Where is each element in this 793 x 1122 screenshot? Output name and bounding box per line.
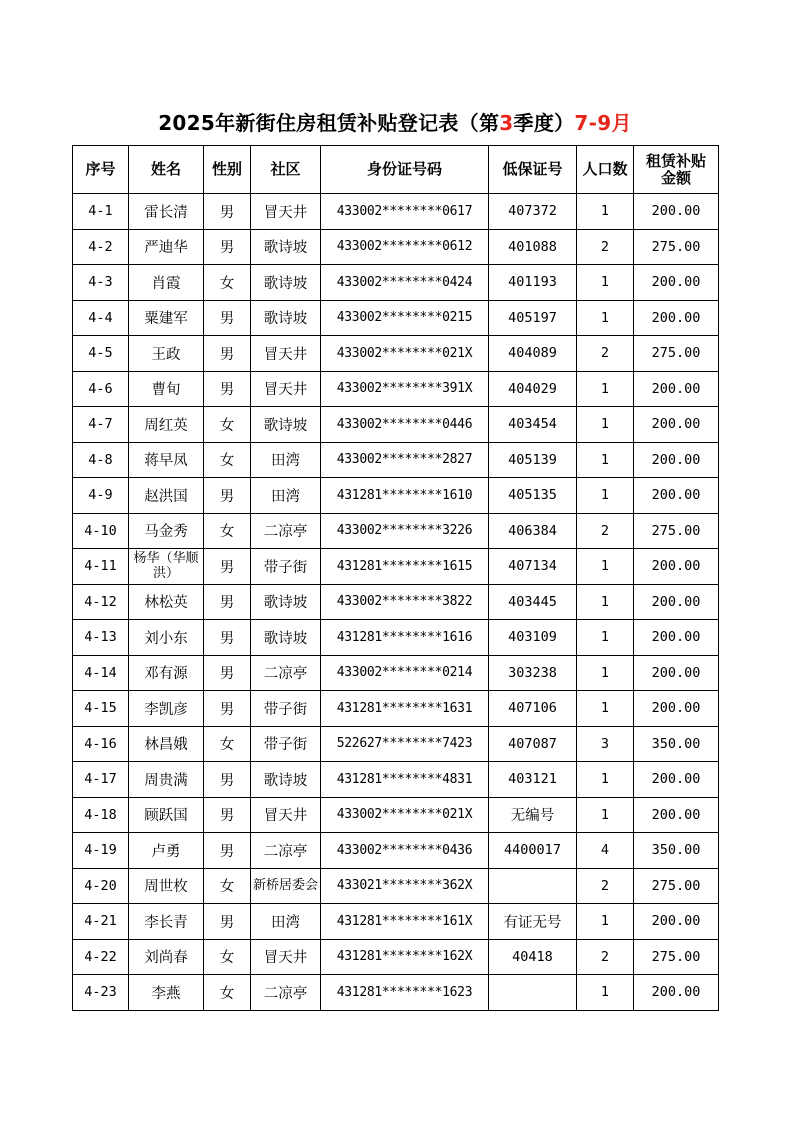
cell-id-number: 433002********021X <box>321 797 489 833</box>
cell-cert-number: 403109 <box>489 620 577 656</box>
cell-amount: 200.00 <box>634 265 719 301</box>
table-row <box>73 833 719 869</box>
cell-cert-number: 有证无号 <box>489 904 577 940</box>
cell-no: 4-12 <box>73 584 129 620</box>
cell-cert-number: 40418 <box>489 939 577 975</box>
table-row <box>73 194 719 230</box>
title-prefix: 2025年新街住房租赁补贴登记表（第 <box>158 111 500 135</box>
cell-community: 二凉亭 <box>251 975 321 1011</box>
table-row <box>73 584 719 620</box>
cell-name: 邓有源 <box>129 655 204 691</box>
cell-cert-number: 403454 <box>489 407 577 443</box>
cell-id-number: 433002********0436 <box>321 833 489 869</box>
cell-population: 3 <box>577 726 634 762</box>
cell-name: 马金秀 <box>129 513 204 549</box>
table-row <box>73 868 719 904</box>
cell-community: 带子街 <box>251 549 321 585</box>
cell-name: 周红英 <box>129 407 204 443</box>
cell-gender: 女 <box>204 513 251 549</box>
table-row <box>73 726 719 762</box>
cell-gender: 女 <box>204 442 251 478</box>
cell-id-number: 431281********1615 <box>321 549 489 585</box>
header-row <box>73 146 719 194</box>
cell-id-number: 431281********162X <box>321 939 489 975</box>
cell-id-number: 431281********1616 <box>321 620 489 656</box>
cell-no: 4-16 <box>73 726 129 762</box>
col-header-cert: 低保证号 <box>489 146 577 194</box>
cell-population: 2 <box>577 868 634 904</box>
cell-community: 二凉亭 <box>251 513 321 549</box>
subsidy-table <box>72 145 719 1011</box>
table-row <box>73 655 719 691</box>
cell-community: 歌诗坡 <box>251 265 321 301</box>
cell-amount: 275.00 <box>634 868 719 904</box>
table-row <box>73 549 719 585</box>
cell-name: 蒋早凤 <box>129 442 204 478</box>
cell-population: 2 <box>577 513 634 549</box>
cell-amount: 200.00 <box>634 194 719 230</box>
table-row <box>73 762 719 798</box>
cell-id-number: 433002********3822 <box>321 584 489 620</box>
cell-community: 冒天井 <box>251 939 321 975</box>
cell-name: 粟建军 <box>129 300 204 336</box>
cell-amount: 200.00 <box>634 620 719 656</box>
col-header-community: 社区 <box>251 146 321 194</box>
cell-id-number: 433002********0215 <box>321 300 489 336</box>
cell-id-number: 433002********0424 <box>321 265 489 301</box>
cell-community: 带子街 <box>251 726 321 762</box>
cell-id-number: 433002********021X <box>321 336 489 372</box>
cell-id-number: 431281********1610 <box>321 478 489 514</box>
title-suffix: 季度） <box>513 111 575 135</box>
cell-population: 1 <box>577 478 634 514</box>
cell-no: 4-9 <box>73 478 129 514</box>
cell-amount: 200.00 <box>634 904 719 940</box>
cell-community: 田湾 <box>251 904 321 940</box>
cell-no: 4-23 <box>73 975 129 1011</box>
cell-name: 雷长清 <box>129 194 204 230</box>
cell-cert-number: 403121 <box>489 762 577 798</box>
col-header-gender: 性别 <box>204 146 251 194</box>
cell-name: 李燕 <box>129 975 204 1011</box>
cell-community: 二凉亭 <box>251 655 321 691</box>
cell-no: 4-10 <box>73 513 129 549</box>
cell-community: 冒天井 <box>251 336 321 372</box>
cell-amount: 275.00 <box>634 513 719 549</box>
cell-amount: 200.00 <box>634 442 719 478</box>
table-row <box>73 939 719 975</box>
cell-name: 顾跃国 <box>129 797 204 833</box>
cell-amount: 200.00 <box>634 762 719 798</box>
cell-amount: 275.00 <box>634 939 719 975</box>
cell-name: 李凯彦 <box>129 691 204 727</box>
cell-gender: 男 <box>204 229 251 265</box>
cell-gender: 男 <box>204 655 251 691</box>
cell-cert-number: 401088 <box>489 229 577 265</box>
cell-amount: 200.00 <box>634 584 719 620</box>
cell-no: 4-18 <box>73 797 129 833</box>
table-row <box>73 797 719 833</box>
cell-amount: 200.00 <box>634 478 719 514</box>
col-header-no: 序号 <box>73 146 129 194</box>
table-row <box>73 336 719 372</box>
cell-cert-number: 406384 <box>489 513 577 549</box>
cell-no: 4-8 <box>73 442 129 478</box>
cell-community: 歌诗坡 <box>251 620 321 656</box>
cell-gender: 男 <box>204 336 251 372</box>
cell-no: 4-21 <box>73 904 129 940</box>
cell-community: 歌诗坡 <box>251 762 321 798</box>
cell-population: 1 <box>577 194 634 230</box>
cell-population: 1 <box>577 797 634 833</box>
cell-name: 刘小东 <box>129 620 204 656</box>
cell-gender: 女 <box>204 407 251 443</box>
cell-gender: 男 <box>204 904 251 940</box>
cell-name: 周世枚 <box>129 868 204 904</box>
cell-cert-number: 403445 <box>489 584 577 620</box>
cell-id-number: 431281********161X <box>321 904 489 940</box>
cell-population: 4 <box>577 833 634 869</box>
cell-amount: 200.00 <box>634 975 719 1011</box>
cell-community: 田湾 <box>251 478 321 514</box>
cell-id-number: 522627********7423 <box>321 726 489 762</box>
col-header-amount: 租赁补贴金额 <box>634 146 719 194</box>
cell-cert-number: 407106 <box>489 691 577 727</box>
cell-cert-number <box>489 868 577 904</box>
cell-population: 1 <box>577 975 634 1011</box>
cell-community: 新桥居委会 <box>251 868 321 904</box>
cell-id-number: 431281********1631 <box>321 691 489 727</box>
cell-amount: 350.00 <box>634 726 719 762</box>
cell-id-number: 433002********2827 <box>321 442 489 478</box>
cell-no: 4-7 <box>73 407 129 443</box>
cell-community: 冒天井 <box>251 371 321 407</box>
cell-community: 冒天井 <box>251 797 321 833</box>
cell-cert-number: 404029 <box>489 371 577 407</box>
cell-gender: 男 <box>204 549 251 585</box>
cell-no: 4-19 <box>73 833 129 869</box>
cell-population: 2 <box>577 336 634 372</box>
col-header-name: 姓名 <box>129 146 204 194</box>
cell-population: 1 <box>577 371 634 407</box>
cell-population: 1 <box>577 407 634 443</box>
cell-name: 严迪华 <box>129 229 204 265</box>
cell-amount: 200.00 <box>634 549 719 585</box>
cell-amount: 200.00 <box>634 407 719 443</box>
cell-cert-number: 无编号 <box>489 797 577 833</box>
cell-no: 4-22 <box>73 939 129 975</box>
cell-amount: 200.00 <box>634 691 719 727</box>
cell-gender: 男 <box>204 478 251 514</box>
cell-no: 4-5 <box>73 336 129 372</box>
cell-amount: 200.00 <box>634 655 719 691</box>
cell-amount: 350.00 <box>634 833 719 869</box>
cell-community: 二凉亭 <box>251 833 321 869</box>
cell-population: 1 <box>577 655 634 691</box>
table-row <box>73 513 719 549</box>
cell-cert-number: 4400017 <box>489 833 577 869</box>
table-row <box>73 265 719 301</box>
cell-gender: 男 <box>204 833 251 869</box>
cell-population: 1 <box>577 300 634 336</box>
cell-name: 林昌娥 <box>129 726 204 762</box>
cell-name: 王政 <box>129 336 204 372</box>
table-row <box>73 620 719 656</box>
cell-name: 肖霞 <box>129 265 204 301</box>
title-months: 7-9月 <box>574 111 632 135</box>
cell-community: 歌诗坡 <box>251 229 321 265</box>
table-row <box>73 691 719 727</box>
table-row <box>73 975 719 1011</box>
cell-no: 4-3 <box>73 265 129 301</box>
cell-gender: 女 <box>204 265 251 301</box>
cell-name: 李长青 <box>129 904 204 940</box>
cell-gender: 男 <box>204 300 251 336</box>
table-row <box>73 229 719 265</box>
cell-no: 4-11 <box>73 549 129 585</box>
cell-gender: 男 <box>204 620 251 656</box>
cell-cert-number: 407087 <box>489 726 577 762</box>
cell-gender: 男 <box>204 371 251 407</box>
cell-name: 周贵满 <box>129 762 204 798</box>
cell-name: 卢勇 <box>129 833 204 869</box>
cell-amount: 200.00 <box>634 797 719 833</box>
cell-population: 1 <box>577 549 634 585</box>
cell-cert-number: 405197 <box>489 300 577 336</box>
cell-community: 田湾 <box>251 442 321 478</box>
cell-cert-number <box>489 975 577 1011</box>
cell-name: 杨华（华顺洪） <box>129 549 204 585</box>
cell-cert-number: 404089 <box>489 336 577 372</box>
cell-no: 4-2 <box>73 229 129 265</box>
cell-gender: 男 <box>204 762 251 798</box>
cell-no: 4-14 <box>73 655 129 691</box>
cell-id-number: 433002********0446 <box>321 407 489 443</box>
cell-name: 曹旬 <box>129 371 204 407</box>
cell-no: 4-13 <box>73 620 129 656</box>
cell-community: 带子街 <box>251 691 321 727</box>
table-row <box>73 371 719 407</box>
cell-gender: 男 <box>204 194 251 230</box>
cell-no: 4-20 <box>73 868 129 904</box>
cell-cert-number: 407134 <box>489 549 577 585</box>
cell-no: 4-1 <box>73 194 129 230</box>
cell-population: 1 <box>577 904 634 940</box>
col-header-pop: 人口数 <box>577 146 634 194</box>
cell-community: 冒天井 <box>251 194 321 230</box>
cell-gender: 女 <box>204 975 251 1011</box>
cell-community: 歌诗坡 <box>251 407 321 443</box>
cell-cert-number: 303238 <box>489 655 577 691</box>
cell-no: 4-6 <box>73 371 129 407</box>
col-header-id: 身份证号码 <box>321 146 489 194</box>
table-row <box>73 904 719 940</box>
cell-amount: 200.00 <box>634 300 719 336</box>
cell-gender: 男 <box>204 584 251 620</box>
cell-id-number: 433002********0214 <box>321 655 489 691</box>
cell-cert-number: 401193 <box>489 265 577 301</box>
cell-id-number: 431281********4831 <box>321 762 489 798</box>
cell-cert-number: 405139 <box>489 442 577 478</box>
cell-amount: 275.00 <box>634 229 719 265</box>
cell-id-number: 433002********3226 <box>321 513 489 549</box>
cell-population: 1 <box>577 584 634 620</box>
cell-id-number: 433021********362X <box>321 868 489 904</box>
cell-id-number: 431281********1623 <box>321 975 489 1011</box>
cell-gender: 男 <box>204 691 251 727</box>
cell-gender: 男 <box>204 797 251 833</box>
cell-amount: 200.00 <box>634 371 719 407</box>
cell-population: 1 <box>577 620 634 656</box>
cell-gender: 女 <box>204 939 251 975</box>
cell-population: 1 <box>577 265 634 301</box>
cell-name: 林松英 <box>129 584 204 620</box>
cell-name: 刘尚春 <box>129 939 204 975</box>
cell-name: 赵洪国 <box>129 478 204 514</box>
document-title <box>72 108 718 138</box>
cell-community: 歌诗坡 <box>251 584 321 620</box>
table-row <box>73 478 719 514</box>
cell-id-number: 433002********391X <box>321 371 489 407</box>
cell-population: 1 <box>577 691 634 727</box>
cell-cert-number: 407372 <box>489 194 577 230</box>
cell-gender: 女 <box>204 868 251 904</box>
cell-amount: 275.00 <box>634 336 719 372</box>
cell-id-number: 433002********0617 <box>321 194 489 230</box>
table-row <box>73 407 719 443</box>
cell-gender: 女 <box>204 726 251 762</box>
cell-population: 1 <box>577 442 634 478</box>
cell-community: 歌诗坡 <box>251 300 321 336</box>
cell-population: 1 <box>577 762 634 798</box>
cell-population: 2 <box>577 229 634 265</box>
title-quarter: 3 <box>499 111 514 135</box>
table-row <box>73 442 719 478</box>
cell-no: 4-15 <box>73 691 129 727</box>
cell-no: 4-4 <box>73 300 129 336</box>
cell-cert-number: 405135 <box>489 478 577 514</box>
cell-id-number: 433002********0612 <box>321 229 489 265</box>
cell-population: 2 <box>577 939 634 975</box>
cell-no: 4-17 <box>73 762 129 798</box>
table-row <box>73 300 719 336</box>
